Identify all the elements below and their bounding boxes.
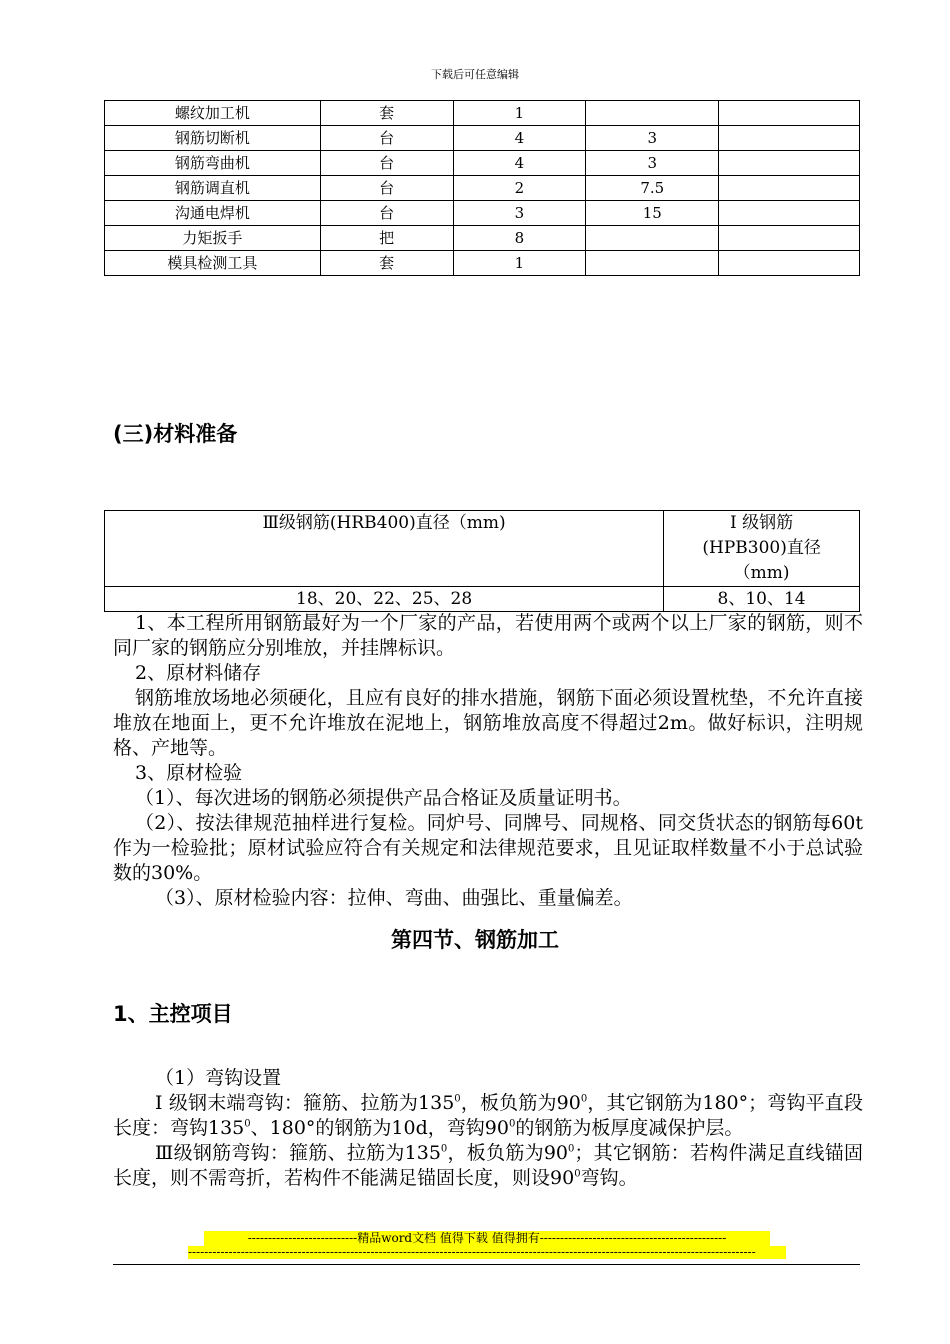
table-row xyxy=(105,201,860,226)
degree-sup: 0 xyxy=(568,1143,575,1155)
table-cell: 把 xyxy=(320,226,453,251)
table-cell: 螺纹加工机 xyxy=(105,101,321,126)
paragraph-5: （1）、每次进场的钢筋必须提供产品合格证及质量证明书。 xyxy=(135,787,632,809)
hook-p2-a: Ⅲ级钢筋弯钩：箍筋、拉筋为135 xyxy=(155,1142,441,1164)
paragraph-3: 钢筋堆放场地必须硬化，且应有良好的排水措施，钢筋下面必须设置枕垫，不允许直接堆放在地面上，更不允许堆放在泥地上，钢筋堆放高度不得超过2m。做好标识，注明规格、产地等。 xyxy=(113,687,863,759)
table-cell: 3 xyxy=(586,126,719,151)
table-cell xyxy=(719,176,860,201)
table-cell: 套 xyxy=(320,251,453,276)
table-row xyxy=(105,126,860,151)
table-cell: 钢筋弯曲机 xyxy=(105,151,321,176)
material-header-hpb300-line2: (HPB300)直径 xyxy=(702,538,821,558)
material-header-hpb300-line1: Ⅰ 级钢筋 xyxy=(730,513,794,533)
degree-sup: 0 xyxy=(508,1118,516,1130)
footer-rule xyxy=(113,1264,860,1265)
table-cell: 8 xyxy=(453,226,586,251)
paragraph-2: 2、原材料储存 xyxy=(135,662,262,684)
hook-p1-a: Ⅰ 级钢末端弯钩：箍筋、拉筋为135 xyxy=(155,1092,455,1114)
paragraph-7: （3）、原材检验内容：拉伸、弯曲、曲强比、重量偏差。 xyxy=(155,887,633,909)
section3-title: (三)材料准备 xyxy=(113,422,238,446)
table-row xyxy=(105,251,860,276)
degree-sup: 0 xyxy=(244,1118,251,1130)
table-cell: 1 xyxy=(453,251,586,276)
hook-paragraph-1 xyxy=(113,1091,863,1141)
table-cell: 7.5 xyxy=(586,176,719,201)
table-cell: 4 xyxy=(453,151,586,176)
chapter-title: 第四节、钢筋加工 xyxy=(391,927,559,952)
paragraph-4: 3、原材检验 xyxy=(135,762,243,784)
table-cell xyxy=(719,126,860,151)
table-row xyxy=(105,101,860,126)
footer-banner: ---------------------------精品word文档 值得下载 值得拥有---------------------------------------------- xyxy=(204,1231,770,1246)
material-header-hrb400 xyxy=(105,511,664,587)
table-cell: 台 xyxy=(320,201,453,226)
paragraph-6: （2）、按法律规范抽样进行复检。同炉号、同牌号、同规格、同交货状态的钢筋每60t作为一检验批；原材试验应符合有关规定和法律规范要求，且见证取样数量不小于总试验数的30%。 xyxy=(113,812,863,884)
table-cell: 钢筋切断机 xyxy=(105,126,321,151)
table-cell: 台 xyxy=(320,176,453,201)
degree-sup: 0 xyxy=(574,1168,581,1180)
equipment-table xyxy=(104,100,860,276)
table-cell xyxy=(586,251,719,276)
table-cell: 沟通电焊机 xyxy=(105,201,321,226)
hook-title: （1）弯钩设置 xyxy=(155,1067,282,1089)
material-value-hrb400: 18、20、22、25、28 xyxy=(105,587,664,612)
degree-sup: 0 xyxy=(454,1093,461,1105)
material-header-hpb300-line3: （mm) xyxy=(733,563,790,583)
hook-paragraph-2 xyxy=(113,1141,863,1191)
degree-sup: 0 xyxy=(580,1093,588,1105)
table-cell xyxy=(586,226,719,251)
table-cell: 台 xyxy=(320,126,453,151)
table-cell xyxy=(586,101,719,126)
material-paragraphs xyxy=(113,611,863,911)
material-header-hpb300 xyxy=(664,511,860,587)
table-cell: 15 xyxy=(586,201,719,226)
table-cell xyxy=(719,201,860,226)
table-row xyxy=(105,176,860,201)
table-row xyxy=(105,226,860,251)
material-table xyxy=(104,510,860,612)
table-cell xyxy=(719,101,860,126)
hook-p2-d: 弯钩。 xyxy=(580,1167,638,1189)
hook-p2-c: ；其它钢筋：若构件满足直线锚固长度，则不需弯折，若构件不能满足锚固长度，则设90 xyxy=(113,1142,863,1189)
table-cell: 钢筋调直机 xyxy=(105,176,321,201)
header-note: 下载后可任意编辑 xyxy=(431,68,519,81)
table-cell: 台 xyxy=(320,151,453,176)
subsection-title: 1、主控项目 xyxy=(113,1002,233,1026)
material-value-hpb300: 8、10、14 xyxy=(664,587,860,612)
footer-dashes: -------------------------------------------------------------------------------------------------------------------------------------------- xyxy=(188,1246,786,1259)
table-cell: 模具检测工具 xyxy=(105,251,321,276)
table-cell: 力矩扳手 xyxy=(105,226,321,251)
hook-p2-b: ，板负筋为90 xyxy=(447,1142,569,1164)
hook-p1-e: 的钢筋为板厚度减保护层。 xyxy=(515,1117,744,1139)
table-row xyxy=(105,151,860,176)
table-cell: 套 xyxy=(320,101,453,126)
table-cell xyxy=(719,251,860,276)
table-cell: 3 xyxy=(453,201,586,226)
hook-section xyxy=(113,1066,863,1191)
table-cell: 2 xyxy=(453,176,586,201)
degree-sup: 0 xyxy=(440,1143,448,1155)
hook-p1-d: 、180°的钢筋为10d，弯钩90 xyxy=(250,1117,509,1139)
hook-p1-c: ，其它钢筋为180°；弯钩平直段长度：弯钩135 xyxy=(113,1092,863,1139)
table-cell xyxy=(719,151,860,176)
table-cell: 3 xyxy=(586,151,719,176)
table-cell: 1 xyxy=(453,101,586,126)
hook-p1-b: ，板负筋为90 xyxy=(460,1092,581,1114)
paragraph-1: 1、本工程所用钢筋最好为一个厂家的产品，若使用两个或两个以上厂家的钢筋，则不同厂家的钢筋应分别堆放，并挂牌标识。 xyxy=(113,612,863,659)
table-cell xyxy=(719,226,860,251)
table-cell: 4 xyxy=(453,126,586,151)
material-header-hrb400-text: Ⅲ级钢筋(HRB400)直径（mm) xyxy=(262,513,506,533)
